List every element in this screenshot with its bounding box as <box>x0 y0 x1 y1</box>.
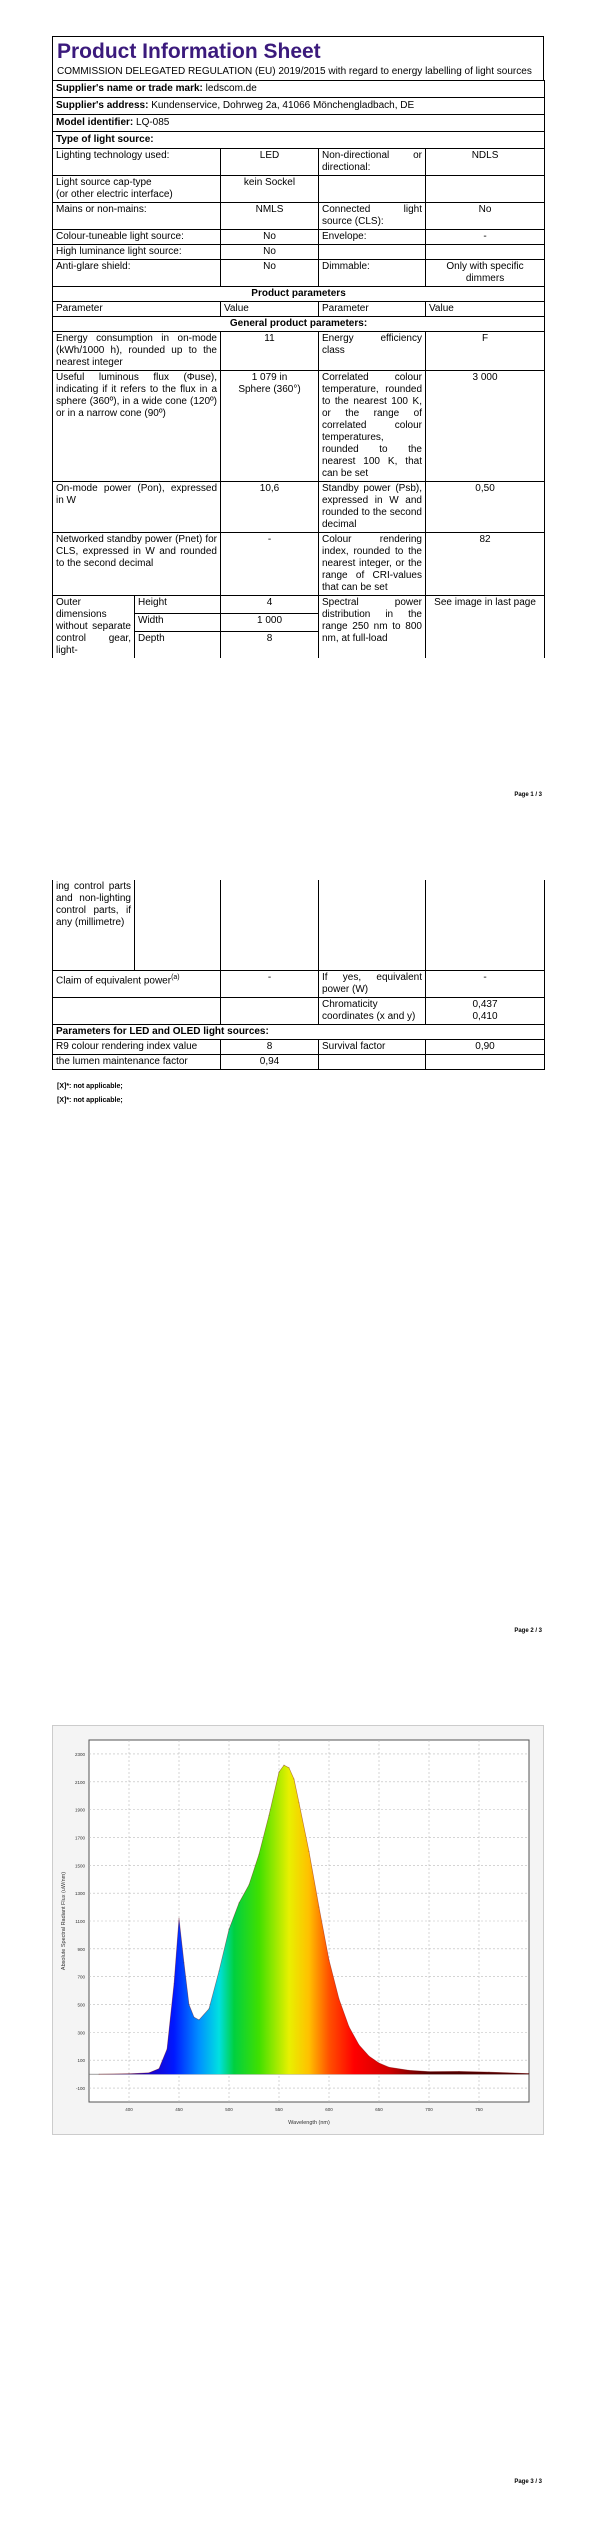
lumen-label: the lumen maintenance factor <box>53 1054 221 1069</box>
flux-value-1: 1 079 in <box>251 372 288 383</box>
supplier-name-row <box>53 81 545 98</box>
flux-row <box>53 371 545 482</box>
y-tick-label: 300 <box>77 2030 85 2036</box>
outer-cont-row <box>53 880 545 970</box>
data-point <box>309 1851 310 1852</box>
eclass-label: Energy efficiency class <box>319 332 426 371</box>
y-tick-label: -100 <box>75 2086 85 2092</box>
data-point <box>389 2067 390 2068</box>
spectral-chart <box>53 1726 543 2134</box>
general-header-row <box>53 317 545 332</box>
equiv-value: - <box>221 970 319 997</box>
depth-value: 8 <box>221 631 319 658</box>
page-1 <box>52 36 544 658</box>
product-info-table-continued <box>52 880 545 1070</box>
mains-value: NMLS <box>221 203 319 230</box>
lumen-value: 0,94 <box>221 1054 319 1069</box>
colour-label: Colour-tuneable light source: <box>53 230 221 245</box>
colour-row <box>53 230 545 245</box>
flux-value-2: Sphere (360°) <box>238 384 301 395</box>
col-parameter-1: Parameter <box>53 302 221 317</box>
tech-row <box>53 149 545 176</box>
high-lum-row <box>53 245 545 260</box>
onmode-row <box>53 482 545 533</box>
chroma-row <box>53 997 545 1024</box>
ifyes-label: If yes, equivalent power (W) <box>319 970 426 997</box>
model-label: Model identifier: <box>56 117 134 128</box>
antiglare-row <box>53 260 545 287</box>
survival-label: Survival factor <box>319 1039 426 1054</box>
col-value-1: Value <box>221 302 319 317</box>
x-tick-label: 450 <box>175 2107 183 2112</box>
column-header-row <box>53 302 545 317</box>
y-tick-label: 1900 <box>74 1807 85 1813</box>
data-point <box>239 1902 240 1903</box>
y-tick-label: 900 <box>77 1946 85 1952</box>
chroma-y: 0,410 <box>472 1010 498 1022</box>
y-tick-label: 500 <box>77 2002 85 2008</box>
data-point <box>339 1999 340 2000</box>
width-value: 1 000 <box>221 613 319 631</box>
data-point <box>99 2074 100 2075</box>
data-point <box>294 1779 295 1780</box>
data-point <box>369 2056 370 2057</box>
cap-row <box>53 176 545 203</box>
antiglare-label: Anti-glare shield: <box>53 260 221 287</box>
dimmable-label: Dimmable: <box>319 260 426 287</box>
y-tick-label: 1500 <box>74 1863 85 1869</box>
antiglare-value: No <box>221 260 319 287</box>
led-header-row <box>53 1024 545 1039</box>
type-row <box>53 132 545 149</box>
outer-label-cont: ing control parts and non-lighting control parts, if any (millimetre) <box>53 880 135 970</box>
high-lum-value: No <box>221 245 319 260</box>
energy-label: Energy consumption in on-mode (kWh/1000 h), rounded up to the nearest integer <box>53 332 221 371</box>
data-point <box>279 1772 280 1773</box>
page-title: Product Information Sheet <box>57 40 321 63</box>
high-lum-label: High luminance light source: <box>53 245 221 260</box>
data-point <box>289 1767 290 1768</box>
data-point <box>459 2071 460 2072</box>
y-tick-label: 2300 <box>74 1751 85 1757</box>
data-point <box>269 1815 270 1816</box>
cls-value: No <box>426 203 545 230</box>
spectral-value: See image in last page <box>426 596 545 659</box>
ifyes-value: - <box>426 970 545 997</box>
data-point <box>284 1765 285 1766</box>
model-value: LQ-085 <box>136 117 170 128</box>
page-2 <box>52 880 544 1070</box>
outer-label: Outer dimensions without separate control gear, light- <box>53 596 135 659</box>
data-point <box>349 2026 350 2027</box>
data-point <box>149 2072 150 2073</box>
supplier-name-value: ledscom.de <box>205 83 257 94</box>
cct-label: Correlated colour temperature, rounded to the nearest 100 K, or the range of correlated colour temperatures, rounded to the nearest 100 K, that can be set <box>319 371 426 482</box>
footer-page-3: Page 3 / 3 <box>514 2479 542 2485</box>
cap-label-2: (or other electric interface) <box>56 189 173 200</box>
data-point <box>329 1960 330 1961</box>
equiv-footnote-mark: (a) <box>171 973 180 981</box>
networked-label: Networked standby power (Pnet) for CLS, expressed in W and rounded to the second decimal <box>53 533 221 596</box>
colour-value: No <box>221 230 319 245</box>
data-point <box>129 2073 130 2074</box>
envelope-value: - <box>426 230 545 245</box>
y-tick-label: 1100 <box>75 1919 85 1924</box>
data-point <box>167 2049 168 2050</box>
data-point <box>219 1971 220 1972</box>
data-point <box>249 1884 250 1885</box>
standby-label: Standby power (Psb), expressed in W and rounded to the second decimal <box>319 482 426 533</box>
y-tick-label: 1300 <box>74 1891 85 1897</box>
supplier-address-row <box>53 98 545 115</box>
tech-label: Lighting technology used: <box>53 149 221 176</box>
cls-label: Connected light source (CLS): <box>319 203 426 230</box>
x-tick-label: 700 <box>425 2107 433 2112</box>
height-row <box>53 596 545 614</box>
x-tick-label: 650 <box>375 2107 383 2112</box>
cap-label-1: Light source cap-type <box>56 177 152 188</box>
data-point <box>174 1983 175 1984</box>
onmode-label: On-mode power (Pon), expressed in W <box>53 482 221 533</box>
energy-row <box>53 332 545 371</box>
r9-label: R9 colour rendering index value <box>53 1039 221 1054</box>
data-point <box>429 2071 430 2072</box>
x-tick-label: 600 <box>325 2107 333 2112</box>
col-value-2: Value <box>426 302 545 317</box>
flux-label: Useful luminous flux (Φuse), indicating if it refers to the flux in a sphere (360º), in a wide cone (120º) or in a narrow cone (90º) <box>53 371 221 482</box>
networked-row <box>53 533 545 596</box>
title-box <box>52 36 544 80</box>
footer-page-2: Page 2 / 3 <box>514 1628 542 1634</box>
spectral-chart-panel <box>52 1725 544 2135</box>
r9-value: 8 <box>221 1039 319 1054</box>
y-tick-label: 700 <box>77 1974 85 1980</box>
depth-label: Depth <box>135 631 221 658</box>
x-tick-label: 500 <box>225 2107 233 2112</box>
chroma-x: 0,437 <box>472 998 498 1010</box>
footnotes <box>57 1080 123 1108</box>
x-tick-label: 400 <box>125 2107 133 2112</box>
x-axis-label: Wavelength (nm) <box>288 2120 330 2126</box>
data-point <box>184 1962 185 1963</box>
type-label: Type of light source: <box>53 132 545 149</box>
params-header: Product parameters <box>53 287 545 302</box>
data-point <box>229 1929 230 1930</box>
directional-label: Non-directional or directional: <box>319 149 426 176</box>
led-header: Parameters for LED and OLED light sources: <box>53 1024 545 1039</box>
col-parameter-2: Parameter <box>319 302 426 317</box>
general-header: General product parameters: <box>53 317 545 332</box>
footer-page-1: Page 1 / 3 <box>514 792 542 798</box>
equiv-label: Claim of equivalent power <box>56 974 172 986</box>
data-point <box>489 2072 490 2073</box>
params-header-row <box>53 287 545 302</box>
y-tick-label: 1700 <box>74 1835 85 1841</box>
y-tick-label: 2100 <box>74 1779 85 1785</box>
dimmable-value: Only with specific dimmers <box>426 260 545 287</box>
y-axis-label: Absolute Spectral Radiant Flux (uW/nm) <box>61 1871 67 1971</box>
x-tick-label: 750 <box>475 2107 483 2112</box>
data-point <box>209 2008 210 2009</box>
tech-value: LED <box>221 149 319 176</box>
directional-value: NDLS <box>426 149 545 176</box>
cri-label: Colour rendering index, rounded to the nearest integer, or the range of CRI-values that can be set <box>319 533 426 596</box>
supplier-name-label: Supplier's name or trade mark: <box>56 83 203 94</box>
width-label: Width <box>135 613 221 631</box>
equiv-row <box>53 970 545 997</box>
data-point <box>379 2063 380 2064</box>
energy-value: 11 <box>221 332 319 371</box>
data-point <box>359 2044 360 2045</box>
data-point <box>259 1854 260 1855</box>
supplier-address-value: Kundenservice, Dohrweg 2a, 41066 Mönchengladbach, DE <box>151 100 415 111</box>
supplier-address-label: Supplier's address: <box>56 100 149 111</box>
r9-row <box>53 1039 545 1054</box>
height-value: 4 <box>221 596 319 614</box>
data-point <box>194 2017 195 2018</box>
data-point <box>199 2019 200 2020</box>
data-point <box>319 1907 320 1908</box>
lumen-row <box>53 1054 545 1069</box>
cap-value: kein Sockel <box>221 176 319 203</box>
mains-row <box>53 203 545 230</box>
cri-value: 82 <box>426 533 545 596</box>
standby-value: 0,50 <box>426 482 545 533</box>
cct-value: 3 000 <box>426 371 545 482</box>
product-info-table <box>52 80 545 658</box>
height-label: Height <box>135 596 221 614</box>
footnote-2: [X]*: not applicable; <box>57 1097 123 1104</box>
x-tick-label: 550 <box>275 2107 283 2112</box>
spectral-label: Spectral power distribution in the range 250 nm to 800 nm, at full-load <box>319 596 426 659</box>
data-point <box>189 2004 190 2005</box>
data-point <box>179 1918 180 1919</box>
data-point <box>159 2068 160 2069</box>
data-point <box>529 2073 530 2074</box>
chroma-label: Chromaticity coordinates (x and y) <box>319 997 426 1024</box>
envelope-label: Envelope: <box>319 230 426 245</box>
networked-value: - <box>221 533 319 596</box>
data-point <box>409 2070 410 2071</box>
data-point <box>299 1802 300 1803</box>
onmode-value: 10,6 <box>221 482 319 533</box>
model-row <box>53 115 545 132</box>
survival-value: 0,90 <box>426 1039 545 1054</box>
eclass-value: F <box>426 332 545 371</box>
mains-label: Mains or non-mains: <box>53 203 221 230</box>
footnote-1: [X]*: not applicable; <box>57 1083 123 1090</box>
regulation-subtitle: COMMISSION DELEGATED REGULATION (EU) 2019/2015 with regard to energy labelling of light sources <box>57 66 532 77</box>
y-tick-label: 100 <box>77 2058 85 2064</box>
